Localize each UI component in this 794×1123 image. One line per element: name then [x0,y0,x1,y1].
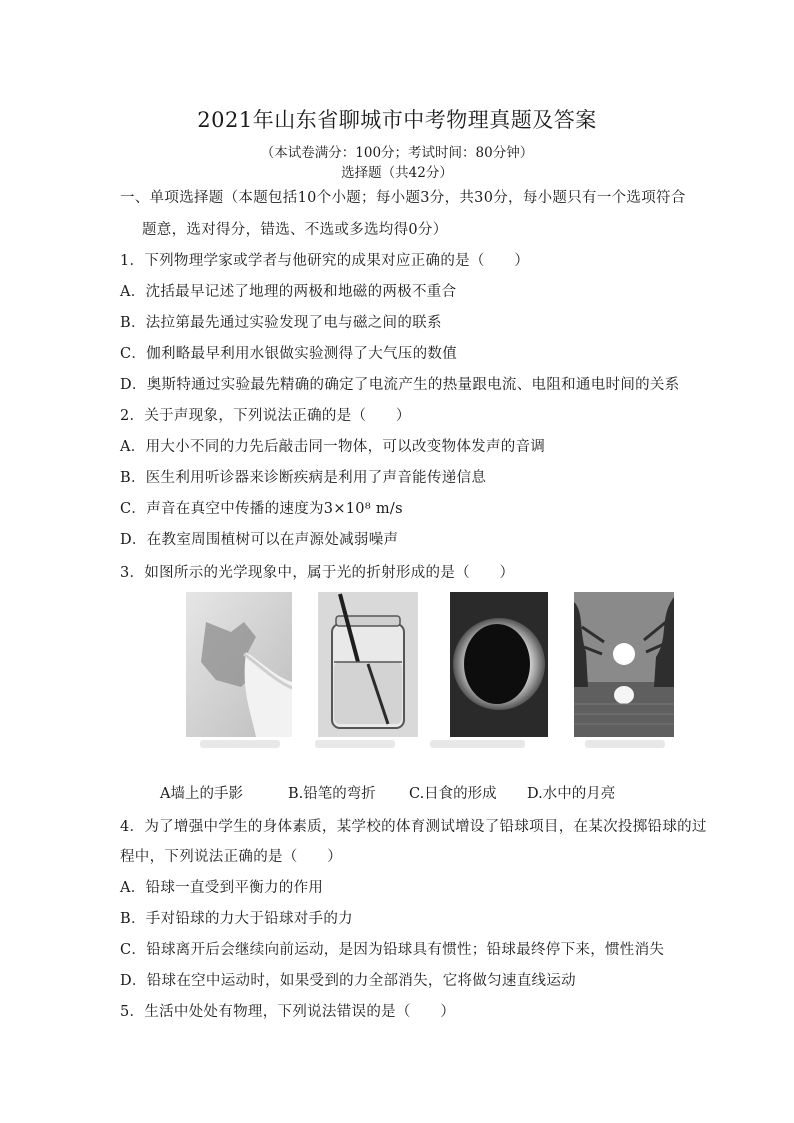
hand-shadow-photo [186,592,292,737]
page-title: 2021年山东省聊城市中考物理真题及答案 [197,108,597,132]
question-4-option-d: D．铅球在空中运动时，如果受到的力全部消失，它将做匀速直线运动 [120,973,576,989]
caption-smudge [315,740,395,748]
question-3-caption-d: D.水中的月亮 [527,786,616,802]
question-3-stem: 3．如图所示的光学现象中，属于光的折射形成的是（ ） [120,565,515,581]
question-2-option-a: A．用大小不同的力先后敲击同一物体，可以改变物体发声的音调 [120,439,546,455]
question-2-stem: 2．关于声现象，下列说法正确的是（ ） [120,408,411,424]
question-2-option-c: C．声音在真空中传播的速度为3×10⁸ m/s [120,501,403,517]
caption-smudge [585,740,665,748]
section-title: 选择题（共42分） [341,165,453,181]
question-4-option-b: B．手对铅球的力大于铅球对手的力 [120,911,353,927]
exam-info: （本试卷满分：100分；考试时间：80分钟） [260,145,534,161]
solar-eclipse-photo [450,592,548,737]
question-4-option-a: A．铅球一直受到平衡力的作用 [120,880,324,896]
part1-instructions: 一、单项选择题（本题包括10个小题；每小题3分，共30分，每小题只有一个选项符合 [120,190,686,206]
caption-smudge [200,740,280,748]
question-4-option-c: C．铅球离开后会继续向前运动，是因为铅球具有惯性；铅球最终停下来，惯性消失 [120,942,665,958]
question-1-option-c: C．伽利略最早利用水银做实验测得了大气压的数值 [120,346,457,362]
question-5-stem: 5．生活中处处有物理，下列说法错误的是（ ） [120,1004,456,1020]
bent-pencil-photo [318,592,418,737]
question-2-option-d: D．在教室周围植树可以在声源处减弱噪声 [120,532,399,548]
question-2-option-b: B．医生利用听诊器来诊断疾病是利用了声音能传递信息 [120,470,487,486]
caption-smudge [430,740,525,748]
question-4-stem-continued: 程中，下列说法正确的是（ ） [120,849,342,865]
question-1-stem: 1．下列物理学家或学者与他研究的成果对应正确的是（ ） [120,253,530,269]
question-4-stem: 4．为了增强中学生的身体素质，某学校的体育测试增设了铅球项目，在某次投掷铅球的过 [120,819,707,835]
question-3-caption-c: C.日食的形成 [409,786,497,802]
question-1-option-a: A．沈括最早记述了地理的两极和地磁的两极不重合 [120,284,457,300]
moon-reflection-photo [574,592,674,737]
question-1-option-b: B．法拉第最先通过实验发现了电与磁之间的联系 [120,315,442,331]
question-3-caption-a: A墙上的手影 [160,786,243,802]
part1-instructions-continued: 题意，选对得分，错选、不选或多选均得0分） [142,222,448,238]
question-3-caption-b: B.铅笔的弯折 [288,786,376,802]
question-1-option-d: D．奥斯特通过实验最先精确的确定了电流产生的热量跟电流、电阻和通电时间的关系 [120,377,680,393]
